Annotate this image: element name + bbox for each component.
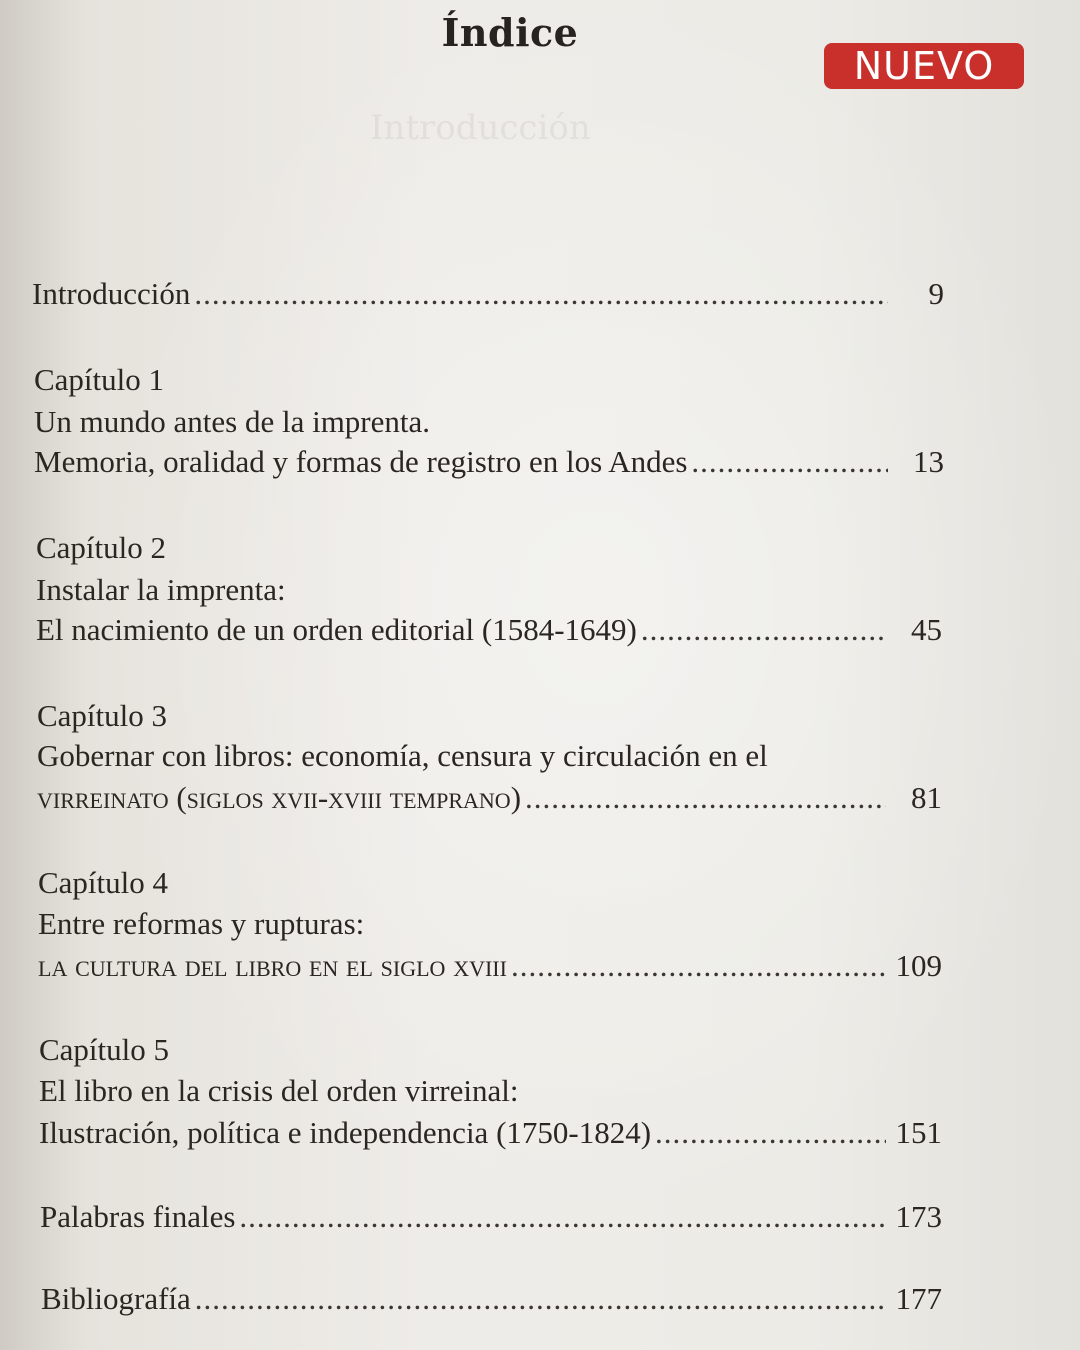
leader-dots [691,444,888,480]
chapter-subtitle-4: Entre reformas y rupturas: [38,906,365,941]
chapter-subtitle-2: Instalar la imprenta: [36,572,286,607]
toc-entry-bibliografia [41,1281,942,1317]
toc-entry-title: virreinato (siglos xvii-xviii temprano) [37,780,522,815]
toc-entry-title: Bibliografía [41,1281,191,1316]
toc-page-number: 45 [911,612,942,647]
chapter-label-1: Capítulo 1 [34,362,165,397]
leader-dots [194,276,888,312]
leader-dots [195,1281,886,1317]
leader-dots [641,612,886,648]
leader-dots [525,780,886,816]
chapter-label-5: Capítulo 5 [39,1032,170,1067]
toc-entry-title: la cultura del libro en el siglo xviii [38,948,507,983]
chapter-subtitle-5: El libro en la crisis del orden virreinal: [39,1073,519,1108]
toc-entry-introduccion [32,276,944,312]
leader-dots [655,1115,886,1151]
bleed-through-heading: Introducción [370,108,591,148]
toc-page-number: 173 [895,1199,942,1234]
toc-entry-title: El nacimiento de un orden editorial (1584-1649) [36,612,637,647]
toc-page-number: 9 [928,276,944,311]
page-title: Índice [441,10,579,55]
toc-page-number: 13 [913,444,944,479]
leader-dots [239,1199,886,1235]
toc-page-number: 151 [895,1115,942,1150]
toc-entry-chapter-5 [39,1115,942,1151]
chapter-label-3: Capítulo 3 [37,698,168,733]
toc-entry-title: Memoria, oralidad y formas de registro en los Andes [34,444,688,479]
chapter-subtitle-3: Gobernar con libros: economía, censura y circulación en el [37,738,768,773]
toc-page-number: 81 [911,780,942,815]
leader-dots [511,948,886,984]
toc-entry-chapter-4 [38,948,942,984]
new-badge: NUEVO [824,43,1024,89]
toc-entry-chapter-1 [34,444,944,480]
chapter-label-2: Capítulo 2 [36,530,167,565]
toc-entry-chapter-3 [37,780,942,816]
toc-page-number: 177 [895,1281,942,1316]
toc-entry-title: Palabras finales [40,1199,236,1234]
chapter-label-4: Capítulo 4 [38,865,169,900]
toc-entry-palabras-finales [40,1199,942,1235]
toc-entry-chapter-2 [36,612,942,648]
toc-page-number: 109 [895,948,942,983]
toc-entry-title: Introducción [32,276,191,311]
toc-entry-title: Ilustración, política e independencia (1750-1824) [39,1115,652,1150]
chapter-subtitle-1: Un mundo antes de la imprenta. [34,404,431,439]
